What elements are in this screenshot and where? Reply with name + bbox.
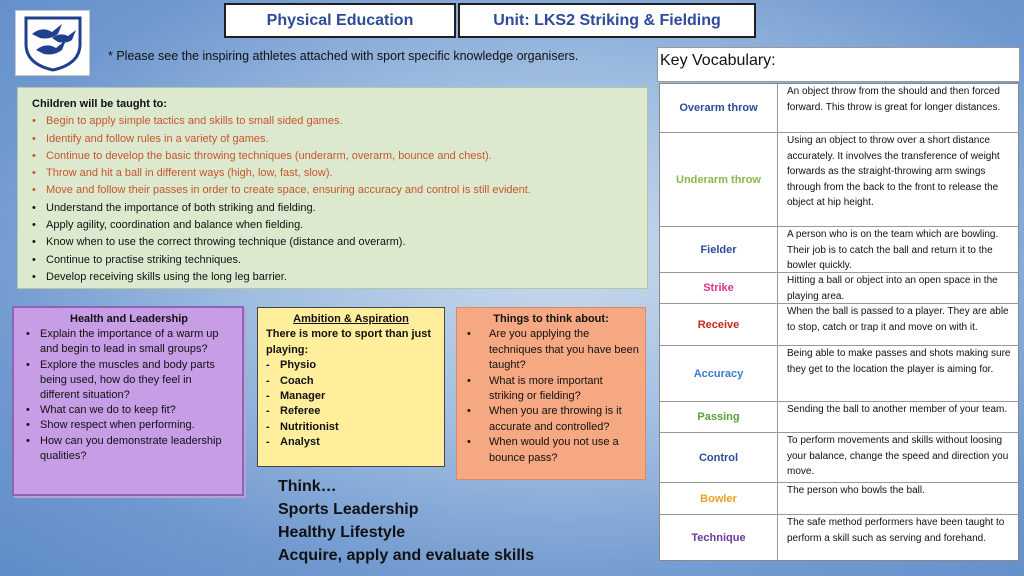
- health-list: [24, 327, 234, 464]
- table-row: [660, 346, 1018, 402]
- table-row: [660, 273, 1018, 304]
- taught-list: [32, 113, 633, 286]
- vocab-definition: Hitting a ball or object into an open space in the playing area.: [787, 275, 998, 302]
- think-line: Sports Leadership: [278, 501, 419, 518]
- taught-title: Children will be taught to:: [32, 98, 168, 110]
- vocab-definition: To perform movements and skills without loosing your balance, change the speed and direction you move.: [787, 435, 1009, 477]
- think-line: Healthy Lifestyle: [278, 524, 406, 541]
- table-row: [660, 483, 1018, 515]
- list-item: • Apply agility, coordination and balance when fielding.: [32, 217, 633, 234]
- school-logo: [15, 10, 90, 76]
- table-row: [660, 515, 1018, 561]
- table-row: [660, 133, 1018, 227]
- ambition-title: Ambition & Aspiration: [293, 313, 409, 325]
- list-item: • Continue to develop the basic throwing techniques (underarm, overarm, bounce and chest).: [32, 148, 633, 165]
- list-item: • Understand the importance of both striking and fielding.: [32, 200, 633, 217]
- ambition-list: [266, 358, 436, 450]
- vocab-definition: Being able to make passes and shots making sure they get to the location the player is aiming for.: [787, 348, 1011, 375]
- vocab-definition: The person who bowls the ball.: [787, 485, 925, 496]
- list-item: • When would you not use a bounce pass?: [463, 435, 639, 466]
- list-item: • Identify and follow rules in a variety of games.: [32, 131, 633, 148]
- health-leadership-panel: [12, 306, 244, 496]
- vocab-term: Bowler: [660, 483, 778, 514]
- list-item: • Move and follow their passes in order to create space, ensuring accuracy and control is still evident.: [32, 182, 633, 199]
- key-vocabulary-title: Key Vocabulary:: [657, 47, 1020, 82]
- list-item: • What can we do to keep fit?: [24, 403, 234, 418]
- list-item: • Show respect when performing.: [24, 418, 234, 433]
- think-block: [278, 475, 534, 567]
- list-item: • Explain the importance of a warm up and begin to lead in small groups?: [24, 327, 234, 357]
- table-row: [660, 304, 1018, 346]
- ambition-subtitle: There is more to sport than just playing:: [266, 328, 432, 356]
- list-item: - Coach: [266, 374, 436, 389]
- list-item: • Begin to apply simple tactics and skills to small sided games.: [32, 113, 633, 130]
- vocabulary-table: [659, 83, 1019, 561]
- table-row: [660, 402, 1018, 433]
- subject-title: Physical Education: [224, 3, 456, 38]
- vocab-definition: Using an object to throw over a short distance accurately. It involves the transference of weight forwards as the straight-throwing arm swings through from the back to the front to release the object at hip height.: [787, 135, 1000, 208]
- taught-objectives-panel: [17, 87, 648, 289]
- think-line: Acquire, apply and evaluate skills: [278, 547, 535, 564]
- vocab-term: Accuracy: [660, 346, 778, 401]
- table-row: [660, 433, 1018, 483]
- list-item: • Are you applying the techniques that you have been taught?: [463, 327, 639, 373]
- vocab-term: Passing: [660, 402, 778, 432]
- vocab-definition: An object throw from the should and then forced forward. This throw is great for longer distances.: [787, 86, 1001, 113]
- vocab-definition: Sending the ball to another member of your team.: [787, 404, 1008, 415]
- athletes-note: * Please see the inspiring athletes attached with sport specific knowledge organisers.: [108, 49, 579, 63]
- list-item: - Manager: [266, 389, 436, 404]
- think-line: Think…: [278, 478, 337, 495]
- list-item: • Explore the muscles and body parts being used, how do they feel in different situation?: [24, 358, 234, 404]
- unit-title: Unit: LKS2 Striking & Fielding: [458, 3, 756, 38]
- list-item: • How can you demonstrate leadership qualities?: [24, 434, 234, 464]
- things-list: [463, 327, 639, 466]
- list-item: • When you are throwing is it accurate and controlled?: [463, 404, 639, 435]
- list-item: - Referee: [266, 404, 436, 419]
- table-row: [660, 227, 1018, 273]
- ambition-panel: [257, 307, 445, 467]
- list-item: - Analyst: [266, 435, 436, 450]
- vocab-definition: When the ball is passed to a player. They are able to stop, catch or trap it and move on with it.: [787, 306, 1009, 333]
- list-item: - Physio: [266, 358, 436, 373]
- list-item: - Nutritionist: [266, 420, 436, 435]
- list-item: • Throw and hit a ball in different ways (high, low, fast, slow).: [32, 165, 633, 182]
- list-item: • Continue to practise striking techniques.: [32, 252, 633, 269]
- health-title: Health and Leadership: [70, 313, 188, 325]
- list-item: • Know when to use the correct throwing technique (distance and overarm).: [32, 234, 633, 251]
- vocab-term: Receive: [660, 304, 778, 345]
- things-to-think-panel: [456, 307, 646, 480]
- table-row: [660, 84, 1018, 133]
- vocab-term: Fielder: [660, 227, 778, 272]
- swallows-shield-icon: [22, 14, 84, 72]
- vocab-definition: A person who is on the team which are bowling. Their job is to catch the ball and return it to the bowler quickly.: [787, 229, 999, 271]
- vocab-term: Technique: [660, 515, 778, 561]
- vocab-definition: The safe method performers have been taught to perform a skill such as serving and forehand.: [787, 517, 1005, 544]
- list-item: • What is more important striking or fielding?: [463, 374, 639, 405]
- vocab-term: Control: [660, 433, 778, 482]
- vocab-term: Underarm throw: [660, 133, 778, 226]
- things-title: Things to think about:: [493, 313, 609, 325]
- list-item: • Develop receiving skills using the long leg barrier.: [32, 269, 633, 286]
- vocab-term: Strike: [660, 273, 778, 303]
- vocab-term: Overarm throw: [660, 84, 778, 132]
